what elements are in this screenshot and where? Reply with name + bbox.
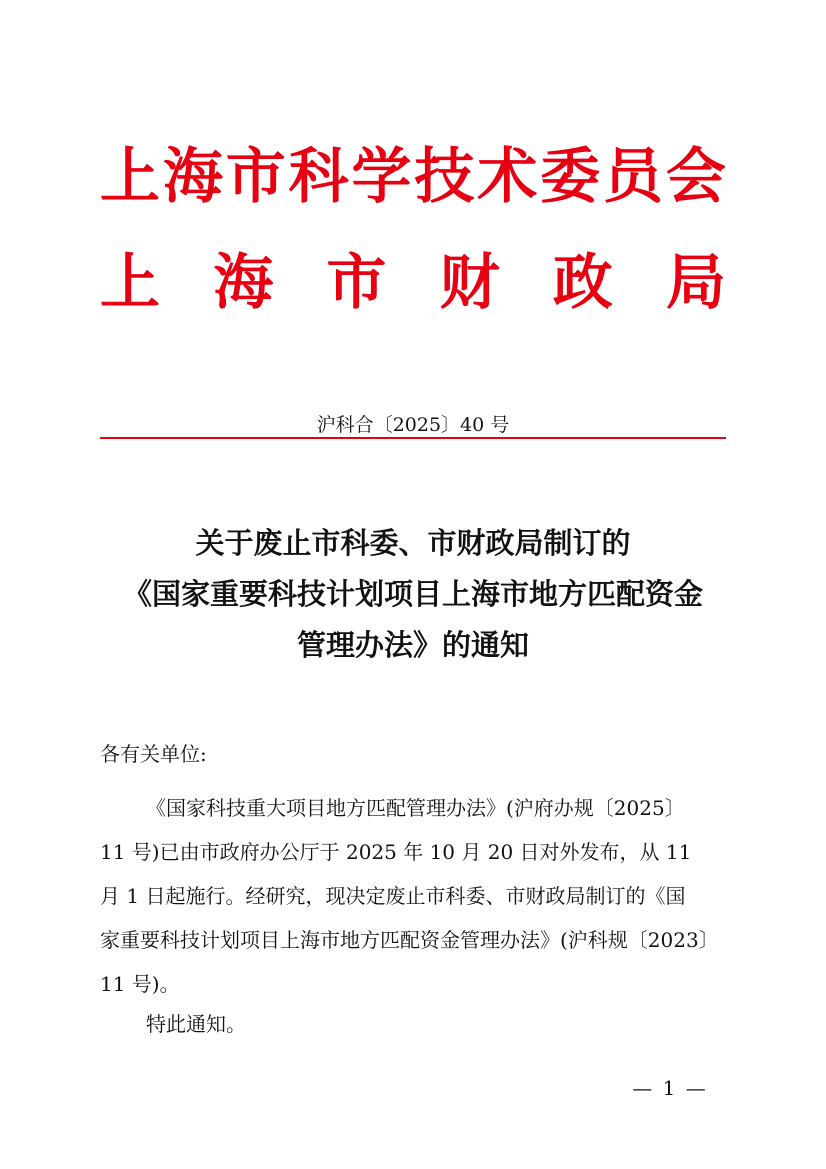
letterhead-char: 海 [213, 248, 274, 318]
letterhead-char: 上 [100, 248, 160, 318]
closing-remark: 特此通知。 [146, 1012, 246, 1036]
title-line: 《国家重要科技计划项目上海市地方匹配资金 [122, 577, 703, 611]
letterhead-char: 委 [540, 142, 601, 212]
letterhead-char: 海 [162, 142, 223, 212]
salutation: 各有关单位: [100, 742, 207, 766]
title-line: 管理办法》的通知 [296, 628, 529, 662]
body-paragraph [100, 786, 726, 1006]
paragraph-line: 11 号)。 [100, 972, 180, 996]
letterhead-char: 上 [100, 142, 160, 212]
letterhead-finance-bureau [100, 244, 726, 322]
letterhead-char: 员 [603, 142, 663, 212]
letterhead-char: 财 [439, 248, 500, 318]
letterhead-char: 市 [326, 248, 387, 318]
letterhead-char: 学 [351, 142, 412, 212]
paragraph-line: 家重要科技计划项目上海市地方匹配资金管理办法》(沪科规〔2023〕 [100, 928, 719, 952]
title-line: 关于废止市科委、市财政局制订的 [195, 526, 631, 560]
letterhead-char: 技 [414, 142, 475, 212]
letterhead-science-commission [100, 138, 726, 216]
red-divider [100, 437, 726, 439]
letterhead-char: 局 [665, 248, 726, 318]
document-number: 沪科合〔2025〕40 号 [316, 414, 510, 436]
paragraph-line: 11 号)已由市政府办公厅于 2025 年 10 月 20 日对外发布，从 11 [100, 840, 692, 864]
letterhead-char: 术 [477, 142, 538, 212]
letterhead-char: 市 [225, 142, 286, 212]
document-title [90, 518, 736, 671]
paragraph-line: 月 1 日起施行。经研究，现决定废止市科委、市财政局制订的《国 [100, 884, 686, 908]
paragraph-line: 《国家科技重大项目地方匹配管理办法》(沪府办规〔2025〕 [146, 796, 685, 820]
letterhead-char: 政 [552, 248, 613, 318]
letterhead-char: 科 [288, 142, 349, 212]
page-number: — 1 — [632, 1076, 708, 1100]
letterhead-char: 会 [665, 142, 726, 212]
